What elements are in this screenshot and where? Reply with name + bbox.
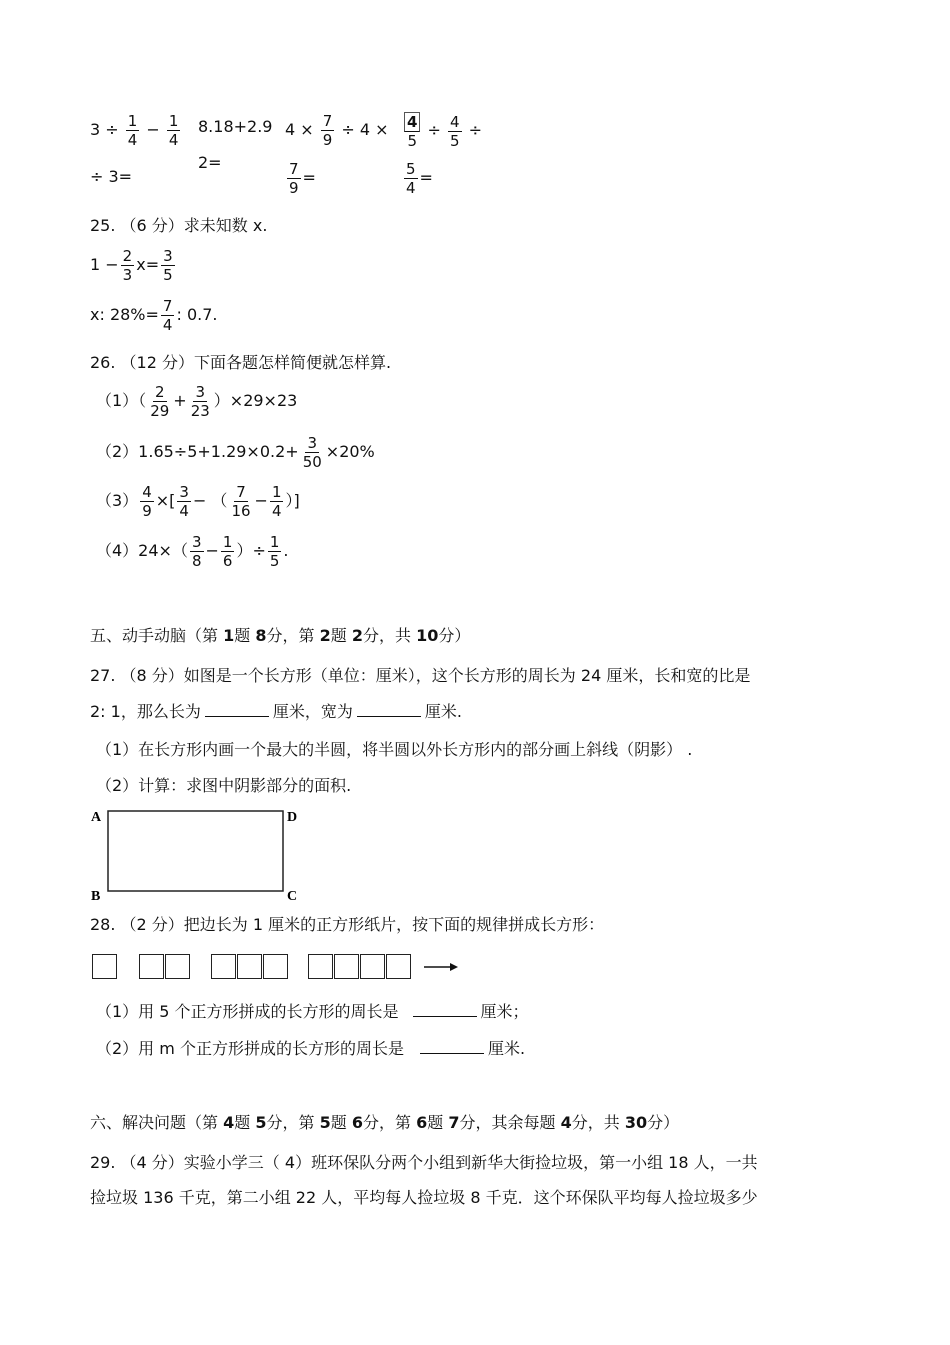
text: 题	[330, 1113, 347, 1132]
text: （2）用 m 个正方形拼成的长方形的周长是	[96, 1039, 404, 1058]
denominator: 4	[179, 502, 189, 520]
fraction	[404, 160, 418, 197]
text: 8	[255, 626, 267, 645]
fraction	[148, 383, 171, 420]
fraction	[268, 533, 282, 570]
q25-eq1	[90, 247, 177, 284]
text: −	[146, 120, 160, 139]
q27-line2	[90, 702, 462, 722]
q26-title: 26. （12 分）下面各题怎样简便就怎样算.	[90, 353, 392, 372]
numerator: 4	[142, 483, 152, 501]
text: =	[302, 168, 316, 187]
q26-part1	[96, 383, 297, 420]
text: 题	[330, 626, 347, 645]
numerator: 3	[179, 483, 189, 501]
denominator: 5	[269, 552, 280, 570]
text: 分）	[438, 626, 471, 645]
q26-part3	[96, 483, 300, 520]
q28-title: 28. （2 分）把边长为 1 厘米的正方形纸片，按下面的规律拼成长方形：	[90, 915, 605, 934]
answer-blank[interactable]	[205, 702, 269, 717]
text: =	[419, 168, 433, 187]
denominator: 6	[222, 552, 233, 570]
text: −	[254, 491, 268, 510]
text: 分，第	[266, 1113, 315, 1132]
numerator: 7	[236, 483, 246, 501]
arrow-right-icon	[424, 961, 460, 973]
text: 2	[351, 626, 363, 645]
denominator: 5	[450, 131, 460, 150]
text: 厘米，宽为	[272, 702, 353, 721]
text: （3）	[96, 491, 139, 510]
numerator: 7	[162, 297, 173, 315]
calc-expr-1-cont: ÷ 3=	[90, 167, 133, 186]
numerator: 3	[191, 533, 202, 551]
calc-expr-3-cont	[285, 160, 316, 197]
numerator: 3	[195, 383, 205, 401]
fraction	[270, 483, 284, 520]
q25-title: 25. （6 分）求未知数 x.	[90, 216, 268, 235]
numerator: 1	[127, 112, 138, 130]
q29-line1: 29. （4 分）实验小学三（ 4）班环保队分两个小组到新华大街捡垃圾，第一小组 18 人，一共	[90, 1153, 758, 1172]
text: （2）1.65÷5+1.29×0.2+	[96, 442, 299, 461]
fraction	[161, 247, 175, 284]
numerator: 1	[271, 483, 282, 501]
fraction	[404, 112, 420, 150]
denominator: 4	[168, 131, 179, 149]
square	[263, 954, 288, 979]
numerator: 7	[322, 112, 333, 130]
numerator: 1	[269, 533, 280, 551]
numerator: 1	[222, 533, 233, 551]
answer-blank[interactable]	[413, 1002, 477, 1017]
text: 4	[223, 1113, 235, 1132]
denominator: 4	[406, 179, 416, 197]
vertex-c: C	[287, 889, 298, 903]
text: 六、解决问题（第	[90, 1113, 219, 1132]
text: −	[205, 541, 219, 560]
square	[360, 954, 385, 979]
fraction	[167, 112, 181, 149]
rectangle	[108, 811, 283, 891]
section-5-heading	[90, 626, 470, 646]
text: ）×29×23	[213, 391, 298, 410]
q26-part4	[96, 533, 289, 570]
square	[165, 954, 190, 979]
text: ÷	[468, 120, 483, 140]
text: 题	[234, 626, 251, 645]
text: 分）	[647, 1113, 680, 1132]
denominator: 50	[302, 453, 322, 471]
text: x=	[136, 255, 160, 274]
text: ÷	[427, 120, 441, 140]
denominator: 4	[127, 131, 138, 149]
text: .	[283, 541, 289, 560]
square	[334, 954, 359, 979]
text: 厘米；	[480, 1002, 529, 1021]
denominator: 5	[407, 132, 417, 150]
text: x: 28%=	[90, 305, 159, 324]
text: ×[	[155, 491, 176, 510]
text: 6	[351, 1113, 363, 1132]
numerator: 2	[154, 383, 165, 401]
numerator: 3	[307, 434, 317, 452]
square	[139, 954, 164, 979]
section-6-heading	[90, 1113, 679, 1133]
calc-expr-2: 8.18+2.9	[198, 117, 273, 136]
denominator: 3	[122, 266, 133, 284]
text: 五、动手动脑（第	[90, 626, 219, 645]
fraction	[190, 533, 204, 570]
text: 6	[416, 1113, 428, 1132]
calc-expr-4-cont	[402, 160, 433, 197]
text: +	[173, 391, 187, 410]
text: 3 ÷	[90, 120, 119, 139]
text: 题	[234, 1113, 251, 1132]
q27-sub1: （1）在长方形内画一个最大的半圆，将半圆以外长方形内的部分画上斜线（阴影） .	[96, 740, 693, 759]
calc-expr-2-cont: 2=	[198, 153, 222, 172]
numerator: 4	[404, 112, 420, 132]
text: 2	[319, 626, 331, 645]
text: 分，第	[363, 1113, 412, 1132]
text: 2: 1，那么长为	[90, 702, 201, 721]
calc-expr-3	[285, 112, 389, 149]
numerator: 3	[163, 247, 173, 265]
q25-eq2	[90, 297, 217, 334]
denominator: 5	[163, 266, 173, 284]
q29-line2: 捡垃圾 136 千克，第二小组 22 人，平均每人捡垃圾 8 千克．这个环保队平均每人捡垃圾多少	[90, 1188, 758, 1207]
square	[308, 954, 333, 979]
q26-part2	[96, 434, 375, 471]
vertex-d: D	[287, 810, 298, 825]
text: : 0.7.	[176, 305, 218, 324]
q28-sub1	[96, 1002, 529, 1022]
text: 30	[624, 1113, 648, 1132]
text: ÷ 4 ×	[341, 120, 389, 139]
denominator: 29	[150, 402, 170, 420]
fraction	[229, 483, 252, 520]
rectangle-figure	[88, 808, 318, 903]
q28-sub2	[96, 1039, 525, 1059]
text: 厘米.	[424, 702, 462, 721]
text: 分，第	[266, 626, 315, 645]
fraction	[140, 483, 154, 520]
text: 分，其余每题	[459, 1113, 556, 1132]
denominator: 9	[142, 502, 152, 520]
square	[92, 954, 117, 979]
text: 厘米.	[487, 1039, 526, 1058]
text: 10	[416, 626, 439, 645]
square	[386, 954, 411, 979]
text: 5	[255, 1113, 267, 1132]
fraction	[121, 247, 135, 284]
fraction	[221, 533, 235, 570]
denominator: 23	[190, 402, 210, 420]
text: ×20%	[325, 442, 375, 461]
fraction	[448, 113, 462, 150]
text: 1 −	[90, 255, 119, 274]
text: ）]	[285, 491, 300, 510]
numerator: 5	[406, 160, 416, 178]
text: − （	[192, 491, 228, 510]
denominator: 4	[271, 502, 282, 520]
text: 4	[560, 1113, 572, 1132]
square	[211, 954, 236, 979]
vertex-b: B	[91, 889, 101, 903]
numerator: 1	[168, 112, 179, 130]
text: 分，共	[363, 626, 412, 645]
text: （4）24×（	[96, 541, 188, 560]
q27-sub2: （2）计算：求图中阴影部分的面积.	[96, 776, 352, 795]
text: 7	[448, 1113, 460, 1132]
text: 题	[427, 1113, 444, 1132]
fraction	[177, 483, 191, 520]
text: （1）（	[96, 391, 147, 410]
text: 1	[223, 626, 235, 645]
text: 4 ×	[285, 120, 314, 139]
denominator: 9	[322, 131, 333, 149]
text: 分，共	[571, 1113, 620, 1132]
fraction	[287, 160, 301, 197]
text: （1）用 5 个正方形拼成的长方形的周长是	[96, 1002, 399, 1021]
numerator: 4	[450, 112, 460, 131]
numerator: 7	[289, 160, 299, 178]
calc-expr-4	[402, 112, 482, 150]
vertex-a: A	[91, 810, 102, 825]
answer-blank[interactable]	[420, 1039, 484, 1054]
fraction	[126, 112, 140, 149]
numerator: 2	[122, 247, 133, 265]
text: 5	[319, 1113, 331, 1132]
fraction	[321, 112, 335, 149]
denominator: 4	[162, 316, 173, 334]
denominator: 16	[231, 502, 251, 520]
answer-blank[interactable]	[357, 702, 421, 717]
text: ）÷	[236, 541, 266, 560]
fraction	[301, 434, 324, 471]
square	[237, 954, 262, 979]
denominator: 9	[289, 179, 299, 197]
q27-line1: 27. （8 分）如图是一个长方形（单位：厘米），这个长方形的周长为 24 厘米，长和宽的比是	[90, 666, 751, 685]
fraction	[161, 297, 175, 334]
fraction	[189, 383, 212, 420]
calc-expr-1	[90, 112, 182, 149]
denominator: 8	[191, 552, 202, 570]
